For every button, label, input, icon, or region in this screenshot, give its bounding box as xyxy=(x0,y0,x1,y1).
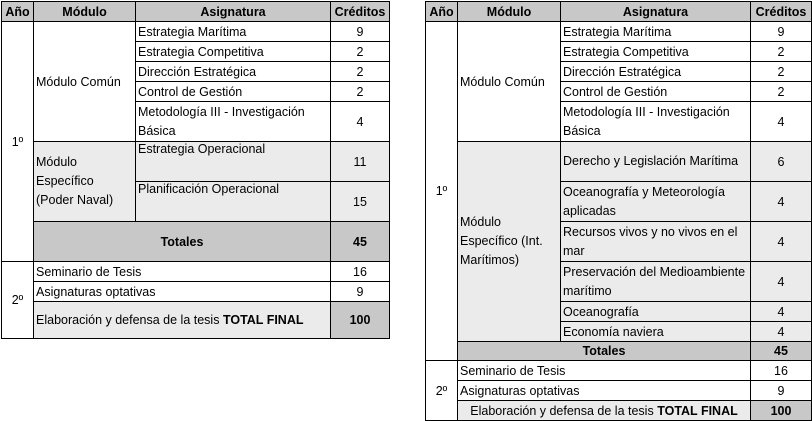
poder-naval-credits-table xyxy=(1,1,390,339)
credits-cell: 9 xyxy=(751,381,812,401)
subject-cell: Economía naviera xyxy=(561,322,751,342)
table-row xyxy=(426,22,812,42)
subject-cell: Dirección Estratégica xyxy=(136,62,331,82)
subject-cell: Estrategia Competitiva xyxy=(561,42,751,62)
subject-cell: Control de Gestión xyxy=(561,82,751,102)
credits-cell: 2 xyxy=(751,62,812,82)
credits-cell: 2 xyxy=(331,82,390,102)
credits-cell: 16 xyxy=(751,361,812,381)
module-cell: Módulo Específico (Int. Marítimos) xyxy=(458,142,561,342)
credits-cell: 2 xyxy=(751,82,812,102)
final-value: 100 xyxy=(331,302,390,339)
subject-cell: Asignaturas optativas xyxy=(458,381,751,401)
table-row xyxy=(426,381,812,401)
credits-cell: 11 xyxy=(331,142,390,182)
final-row xyxy=(426,401,812,421)
totals-label: Totales xyxy=(458,342,751,361)
subject-cell: Estrategia Marítima xyxy=(561,22,751,42)
credits-cell: 16 xyxy=(331,262,390,282)
credits-cell: 4 xyxy=(751,322,812,342)
credits-cell: 6 xyxy=(751,142,812,182)
year-cell: 1º xyxy=(426,22,458,361)
table-row xyxy=(2,142,390,182)
final-value: 100 xyxy=(751,401,812,421)
intereses-maritimos-credits-table xyxy=(425,1,812,421)
final-label xyxy=(34,302,331,339)
subject-cell: Dirección Estratégica xyxy=(561,62,751,82)
subject-cell: Metodología III - Investigación Básica xyxy=(561,102,751,142)
totals-row xyxy=(2,222,390,262)
table-row xyxy=(426,142,812,182)
subject-cell: Oceanografía xyxy=(561,302,751,322)
credits-cell: 4 xyxy=(331,102,390,142)
final-text: Elaboración y defensa de la tesis xyxy=(36,313,220,327)
credits-cell: 4 xyxy=(751,222,812,262)
table-row xyxy=(426,361,812,381)
header-credits: Créditos xyxy=(331,2,390,22)
header-year: Año xyxy=(426,2,458,22)
header-subject: Asignatura xyxy=(561,2,751,22)
subject-cell: Metodología III - Investigación Básica xyxy=(136,102,331,142)
header-module: Módulo xyxy=(34,2,136,22)
final-text: Elaboración y defensa de la tesis xyxy=(470,403,654,418)
header-module: Módulo xyxy=(458,2,561,22)
credits-cell: 4 xyxy=(751,302,812,322)
credits-cell: 9 xyxy=(331,22,390,42)
credits-cell: 2 xyxy=(331,42,390,62)
subject-cell: Seminario de Tesis xyxy=(458,361,751,381)
credits-cell: 9 xyxy=(751,22,812,42)
header-row xyxy=(2,2,390,22)
module-cell: Módulo Común xyxy=(34,22,136,142)
header-subject: Asignatura xyxy=(136,2,331,22)
subject-cell: Recursos vivos y no vivos en el mar xyxy=(561,222,751,262)
credits-cell: 15 xyxy=(331,182,390,222)
credits-cell: 4 xyxy=(751,182,812,222)
year-cell: 2º xyxy=(2,262,34,339)
table-row xyxy=(2,22,390,42)
credits-cell: 9 xyxy=(331,282,390,302)
final-label xyxy=(458,401,751,421)
subject-cell: Asignaturas optativas xyxy=(34,282,331,302)
module-cell: Módulo Común xyxy=(458,22,561,142)
subject-cell: Estrategia Marítima xyxy=(136,22,331,42)
subject-cell: Derecho y Legislación Marítima xyxy=(561,142,751,182)
header-year: Año xyxy=(2,2,34,22)
credits-cell: 2 xyxy=(331,62,390,82)
subject-cell: Estrategia Competitiva xyxy=(136,42,331,62)
subject-cell: Preservación del Medioambiente marítimo xyxy=(561,262,751,302)
subject-cell: Planificación Operacional xyxy=(136,182,331,222)
totals-label: Totales xyxy=(34,222,331,262)
credits-cell: 2 xyxy=(751,42,812,62)
credits-cell: 4 xyxy=(751,102,812,142)
table-row xyxy=(2,262,390,282)
table-row xyxy=(2,282,390,302)
totals-value: 45 xyxy=(751,342,812,361)
totals-row xyxy=(426,342,812,361)
subject-cell: Seminario de Tesis xyxy=(34,262,331,282)
year-cell: 1º xyxy=(2,22,34,262)
final-row xyxy=(2,302,390,339)
module-cell: Módulo Específico (Poder Naval) xyxy=(34,142,136,222)
subject-cell: Control de Gestión xyxy=(136,82,331,102)
totals-value: 45 xyxy=(331,222,390,262)
final-bold-text: TOTAL FINAL xyxy=(657,403,738,418)
subject-cell: Estrategia Operacional xyxy=(136,142,331,182)
header-credits: Créditos xyxy=(751,2,812,22)
subject-cell: Oceanografía y Meteorología aplicadas xyxy=(561,182,751,222)
final-bold-text: TOTAL FINAL xyxy=(222,313,304,327)
header-row xyxy=(426,2,812,22)
credits-cell: 4 xyxy=(751,262,812,302)
year-cell: 2º xyxy=(426,361,458,421)
